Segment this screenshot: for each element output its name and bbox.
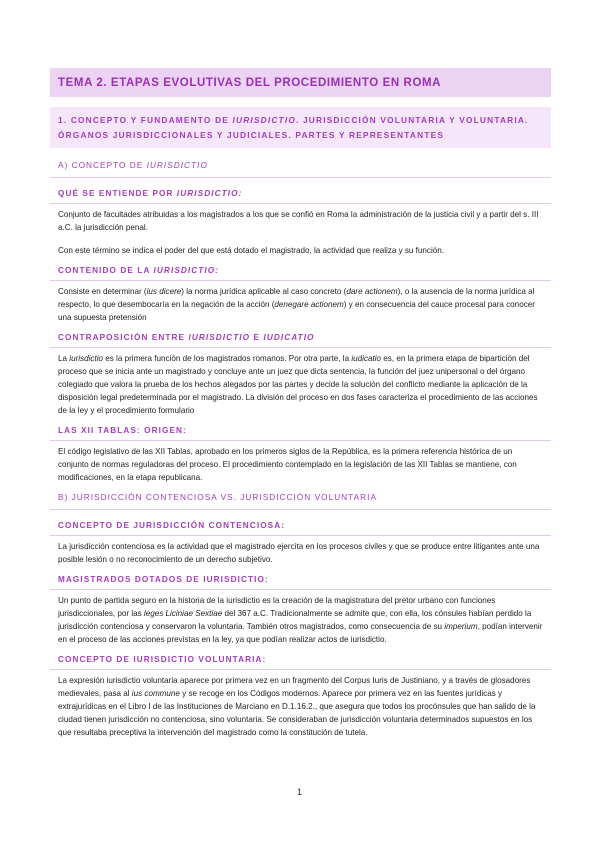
magistrados-paragraph: Un punto de partida seguro en la historia de la iurisdictio es la creación de la magistratura del pretor urbano con funciones jurisdiccionales, por las leges Liciniae Sextiae del 367 a.C. Tradicionalmente se admite que, con ella, los cónsules habían perdido la jurisdicción contenciosa y conservaron la voluntaria. También otros magistrados, como consecuencia de su imperium, podían intervenir en el proceso de las acciones previstas en la ley, ya que podían realizar actos de iurisdictio. — [58, 596, 543, 644]
subsection-a-heading — [50, 158, 551, 178]
label-italic: IURISDICTIO — [188, 333, 251, 342]
subsection-a-italic: IURISDICTIO — [146, 160, 208, 170]
magistrados-label: MAGISTRADOS DOTADOS DE IURISDICTIO: — [50, 572, 551, 590]
label-text: CONTENIDO DE LA — [58, 266, 154, 275]
voluntaria-paragraph: La expresión iurisdictio voluntaria aparece por primera vez en un fragmento del Corpus Iuris de Justiniano, y a través de glosadores medievales, pasa al ius commune y se recoge en los Códigos modernos. Aparece por primera vez en las fuentes jurídicas y extrajurídicas en el Libro I de las Instituciones de Marciano en D.1.16.2., que asegura que todos los procónsules que han salido de la ciudad tienen jurisdicción no contenciosa, sino voluntaria. Se consideraban de jurisdicción voluntaria determinados supuestos en los que resultaba preceptiva la intervención del magistrado como la constitución de tutela. — [58, 676, 536, 737]
label-italic: IURISDICTIO: — [153, 266, 220, 275]
section-heading-text: 1. CONCEPTO Y FUNDAMENTO DE — [58, 115, 233, 125]
que-se-entiende-paragraph-2: Con este término se indica el poder del que está dotado el magistrado, la actividad que realiza y su función. — [58, 246, 445, 255]
label-italic-2: IUDICATIO — [263, 333, 315, 342]
subsection-b-heading: B) JURISDICCIÓN CONTENCIOSA VS. JURISDICCIÓN VOLUNTARIA — [50, 490, 551, 510]
page-content — [50, 68, 551, 745]
contenciosa-paragraph: La jurisdicción contenciosa es la actividad que el magistrado ejercita en los procesos civiles y que se produce entre litigantes ante una posible lesión o no reconocimiento de un derecho subjetivo. — [58, 542, 540, 564]
que-se-entiende-paragraph-1: Conjunto de facultades atribuidas a los magistrados a los que se confió en Roma la administración de la justicia civil y a partir del s. III a.C. la jurisdicción penal. — [58, 210, 539, 232]
subsection-a-text: A) CONCEPTO DE — [58, 160, 147, 170]
label-text: CONTRAPOSICIÓN ENTRE — [58, 333, 189, 342]
xii-tablas-label: LAS XII TABLAS: ORIGEN: — [50, 423, 551, 441]
que-se-entiende-label — [50, 186, 551, 204]
contenido-label — [50, 263, 551, 281]
section-heading-italic: IURISDICTIO — [232, 115, 296, 125]
xii-tablas-paragraph: El código legislativo de las XII Tablas, aprobado en los primeros siglos de la República, es la primera referencia histórica de un conjunto de normas reguladoras del proceso. El procedimiento contemplado en la legislación de las XII Tablas se mantiene, con modificaciones, en la etapa republicana. — [58, 447, 517, 482]
contenido-paragraph: Consiste en determinar (ius dicere) la norma jurídica aplicable al caso concreto (dare actionem), o la ausencia de la norma jurídica al respecto, lo que desembocaría en la negación de la acción (denegare actionem) y en consecuencia del cauce procesal para conocer una supuesta pretensión — [58, 287, 535, 322]
section-heading-text-2: . JURISDICCIÓN VOLUNTARIA Y VOLUNTARIA. ÓRGANOS JURISDICCIONALES Y JUDICIALES. PARTES Y REPRESENTANTES — [58, 115, 529, 140]
label-text: QUÉ SE ENTIENDE POR — [58, 189, 177, 198]
label-text-2: E — [250, 333, 264, 342]
contraposicion-paragraph: La iurisdictio es la primera función de los magistrados romanos. Por otra parte, la iudicatio es, en la primera etapa de bipartición del proceso que se inicia ante un magistrado y concluye ante un juez que dicta sentencia, la función del juez unipersonal o del órgano colegiado que valora la prueba de los hechos alegados por las partes y decide la solución del conflicto mediante la aplicación de la disposición legal predeterminada por el magistrado. La división del proceso en dos fases caracteriza el procedimiento de las acciones de la ley y el procedimiento formulario — [58, 354, 538, 415]
label-italic: IURISDICTIO: — [176, 189, 243, 198]
page-number: 1 — [296, 787, 302, 797]
contenciosa-label: CONCEPTO DE JURISDICCIÓN CONTENCIOSA: — [50, 518, 551, 536]
section-heading — [50, 107, 551, 148]
contraposicion-label — [50, 330, 551, 348]
chapter-title: TEMA 2. ETAPAS EVOLUTIVAS DEL PROCEDIMIENTO EN ROMA — [50, 68, 551, 97]
voluntaria-label: CONCEPTO DE IURISDICTIO VOLUNTARIA: — [50, 652, 551, 670]
